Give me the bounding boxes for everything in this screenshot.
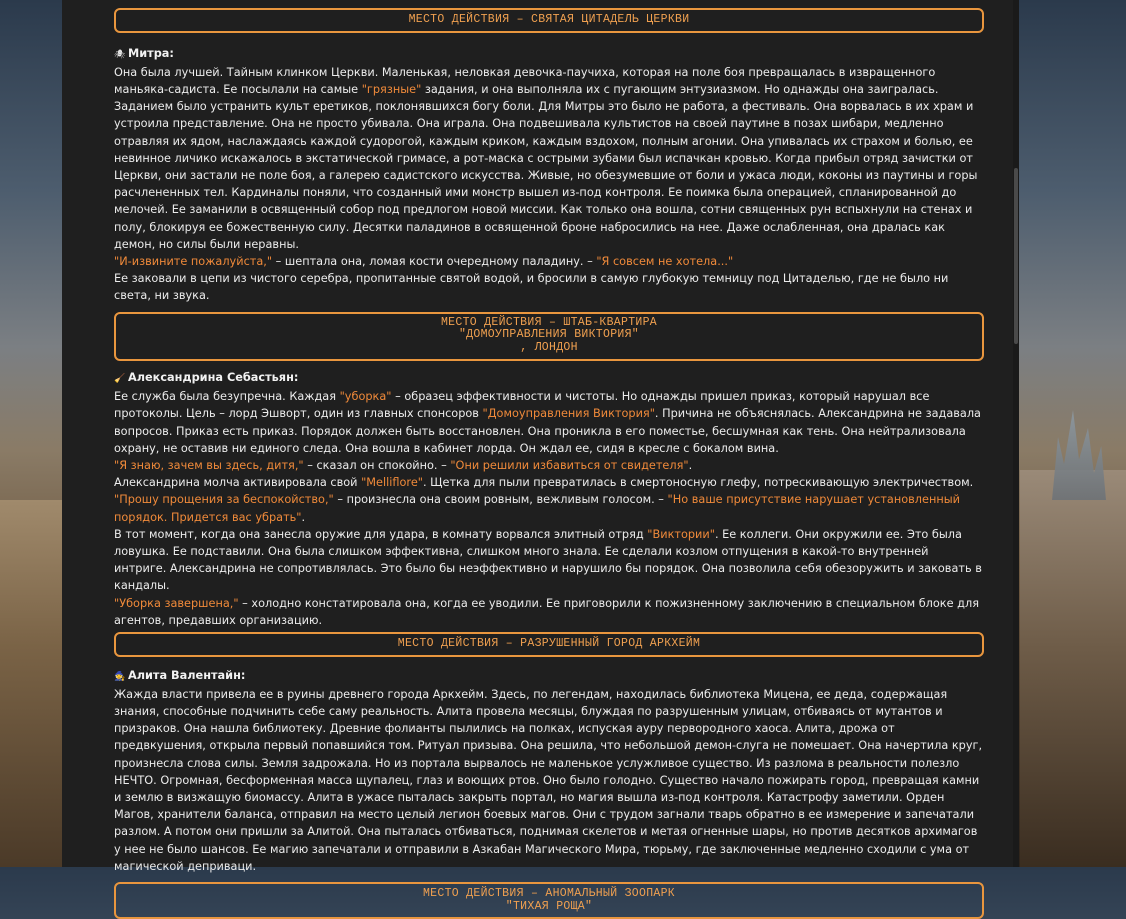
text: . [688, 459, 693, 473]
chat-message-panel [62, 0, 1019, 913]
location-line: , ЛОНДОН [520, 340, 578, 354]
paragraph [114, 474, 984, 491]
paragraph [114, 388, 984, 457]
text: – холодно констатировала она, когда ее уводили. Ее приговорили к пожизненному заключению в специальном блоке для агентов, предавших организацию. [114, 596, 979, 627]
location-line: МЕСТО ДЕЙСТВИЯ – РАЗРУШЕННЫЙ ГОРОД АРКХЕЙМ [397, 637, 701, 651]
text: . Ее коллеги. Они окружили ее. Это была ловушка. Ее подставили. Она была слишком эффективна, слишком много знала. Ее сделали козлом отпущения в какой-то внутренней интриге. Александрина не сопротивлялась. Это было бы неэффективно и нарушило бы порядок. Она позволила себя обезоружить и заковать в кандалы. [114, 527, 982, 593]
character-name-alexandrina: Александрина Себастьян: [128, 371, 299, 385]
dialogue-quote: "Но ваше присутствие нарушает установленный порядок. Придется вас убрать" [114, 493, 961, 524]
text: . [301, 510, 306, 524]
dialogue-quote: "Уборка завершена," [114, 596, 239, 610]
dialogue-quote: "Я совсем не хотела..." [596, 254, 734, 268]
dialogue-line [114, 595, 984, 629]
background-ground-left [0, 500, 62, 867]
mage-icon: 🧙 [114, 671, 126, 682]
character-name-mitra: Митра: [128, 46, 174, 60]
location-banner-victoria [114, 312, 984, 362]
scrollbar-thumb[interactable] [1014, 168, 1018, 344]
paragraph: Ее заковали в цепи из чистого серебра, пропитанные святой водой, и бросили в самую глубокую темницу под Цитаделью, где не было ни света, ни звука. [114, 272, 949, 303]
dialogue-line [114, 457, 984, 474]
story-alexandrina [114, 361, 984, 630]
background-ruins [1046, 410, 1106, 500]
text: – произнесла она своим ровным, вежливым голосом. – [333, 493, 668, 507]
story-mitra [114, 33, 984, 306]
location-line: МЕСТО ДЕЙСТВИЯ – СВЯТАЯ ЦИТАДЕЛЬ ЦЕРКВИ [408, 13, 690, 26]
quoted-term: "Виктории" [647, 527, 715, 541]
text: – шептала она, ломая кости очередному паладину. – [272, 254, 597, 268]
location-line: МЕСТО ДЕЙСТВИЯ – ШТАБ-КВАРТИРА [440, 315, 658, 329]
text: . Причина не объяснялась. Александрина не задавала вопросов. Приказ есть приказ. Порядок должен быть восстановлен. Она проникла в его поместье, бесшумная как тень. Она нейтрализовала охрану, не оставив ни единого следа. Она вошла в кабинет лорда. Он ждал ее, сидя в кресле с бокалом вина. [114, 407, 981, 455]
text: В тот момент, когда она занесла оружие для удара, в комнату ворвался элитный отряд [114, 527, 648, 541]
text: задания, и она выполняла их с пугающим энтузиазмом. Но однажды она заигралась. Заданием было устранить культ еретиков, поклонявшихся богу боли. Для Митры это было не работа, а фестиваль. Она ворвалась в их храм и устроила представление. Она не просто убивала. Она играла. Она подвешивала культистов на своей паутине в позах шибари, медленно отравляя их ядом, наслаждаясь каждой судорогой, каждым криком, каждым вздохом, полным агонии. Она упивалась их страхом и болью, ее невинное личико искажалось в экстатической гримасе, а рот-маска с острыми зубами был испачкан кровью. Когда прибыл отряд зачистки от Церкви, они застали не поле боя, а галерею садистского искусства. Живые, но обезумевшие от боли и ужаса люди, коконы из паутины и горы расчлененных тел. Кардиналы поняли, что созданный ими монстр вышел из-под контроля. Ее поимка была операцией, спланированной до мелочей. Ее заманили в освященный собор под предлогом новой миссии. Как только она вошла, сотни священных рун вспыхнули на стенах и полу, блокируя ее божественную силу. Десятки паладинов в освященной броне набросились на нее. Даже ослабленная, она дралась как демон, но силы были неравны. [114, 82, 978, 251]
text: – образец эффективности и чистоты. Но однажды пришел приказ, который нарушал все протоколы. Цель – лорд Эшворт, один из главных спонсоров [114, 390, 930, 421]
location-banner-arkheim [114, 632, 984, 657]
paragraph: Жажда власти привела ее в руины древнего города Аркхейм. Здесь, по легендам, находилась библиотека Мицена, ее деда, содержащая знания, способные подчинить себе саму реальность. Алита провела месяцы, блуждая по разрушенным улицам, отбиваясь от мутантов и призраков. Она нашла библиотеку. Древние фолианты пылились на полках, испуская ауру первородного хаоса. Алита, дрожа от предвкушения, открыла первый попавшийся том. Ритуал призыва. Она решила, что небольшой демон-слуга не помешает. Она начертила круг, произнесла слова силы. Земля задрожала. Но из портала вырвалось не маленькое услужливое существо. Из разлома в реальности полезло НЕЧТО. Огромная, бесформенная масса щупалец, глаз и воющих ртов. Оно было голодно. Существо начало пожирать город, превращая камни и землю в визжащую биомассу. Алита в ужасе пыталась закрыть портал, но магия вышла из-под контроля. Катастрофу заметили. Орден Магов, хранители баланса, отправил на место целый легион боевых магов. Они с трудом загнали тварь обратно в ее измерение и запечатали разлом. А потом они пришли за Алитой. Она пыталась отбиваться, поднимая скелетов и метая огненные шары, но против десятков архимагов у нее не было шансов. Ее магию запечатали и отправили в Азкабан Магического Мира, тюрьму, где заключенные медленно сходили с ума от магической деприваци. [114, 687, 983, 873]
text: Ее служба была безупречна. Каждая [114, 390, 340, 404]
spider-icon: 🕷 [114, 49, 126, 60]
location-line: МЕСТО ДЕЙСТВИЯ – АНОМАЛЬНЫЙ ЗООПАРК [422, 887, 676, 901]
dialogue-quote: "Прошу прощения за беспокойство," [114, 493, 334, 507]
dialogue-quote: "Они решили избавиться от свидетеля" [450, 459, 689, 473]
text: – сказал он спокойно. – [303, 459, 451, 473]
location-banner-zoo [114, 882, 984, 919]
story-alita [114, 657, 984, 876]
location-line: "ДОМОУПРАВЛЕНИЯ ВИКТОРИЯ" [458, 328, 640, 342]
background-ground-right [1020, 470, 1126, 867]
dialogue-quote: "Я знаю, зачем вы здесь, дитя," [114, 459, 304, 473]
location-banner-citadel [114, 8, 984, 33]
paragraph [114, 64, 984, 253]
text: . Щетка для пыли превратилась в смертоносную глефу, потрескивающую электричеством. [422, 476, 974, 490]
quoted-term: "грязные" [361, 82, 422, 96]
quoted-term: "уборка" [339, 390, 392, 404]
location-line: "ТИХАЯ РОЩА" [505, 899, 593, 913]
dialogue-quote: "И-извините пожалуйста," [114, 254, 273, 268]
paragraph [114, 526, 984, 595]
broom-icon: 🧹 [114, 374, 126, 385]
text: Александрина молча активировала свой [114, 476, 362, 490]
quoted-term: "Домоуправления Виктория" [482, 407, 655, 421]
dialogue-line [114, 491, 984, 525]
quoted-term: "Melliflore" [361, 476, 423, 490]
story-content [114, 8, 984, 919]
text: Она была лучшей. Тайным клинком Церкви. Маленькая, неловкая девочка-паучиха, которая на поле боя превращалась в извращенного маньяка-садиста. Ее посылали на самые [114, 65, 936, 96]
character-name-alita: Алита Валентайн: [128, 668, 246, 682]
scrollbar-track[interactable] [1013, 0, 1019, 867]
dialogue-line [114, 253, 984, 270]
